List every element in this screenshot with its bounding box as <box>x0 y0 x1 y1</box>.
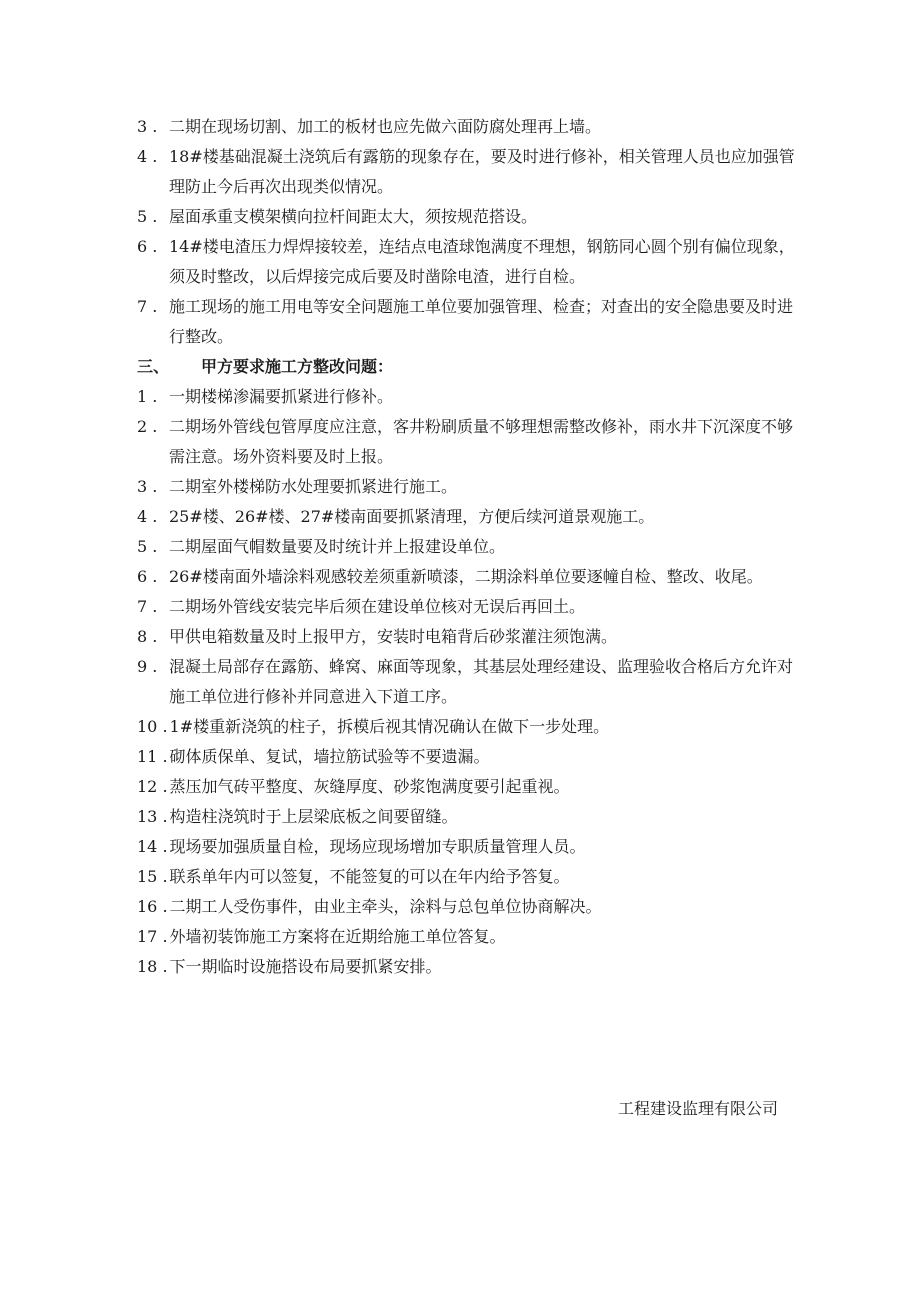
list-item <box>137 472 797 502</box>
item-number: 12 . <box>137 777 168 796</box>
list-item <box>137 562 797 592</box>
item-number: 3 . <box>137 117 158 136</box>
item-number: 5 . <box>137 537 158 556</box>
section-title: 甲方要求施工方整改问题： <box>201 357 394 376</box>
company-signature: 工程建设监理有限公司 <box>617 1099 778 1118</box>
list-item <box>137 892 797 922</box>
item-text: 施工现场的施工用电等安全问题施工单位要加强管理、检查；对查出的安全隐患要及时进行整改。 <box>169 297 794 346</box>
item-number: 14 . <box>137 837 168 856</box>
item-number: 7 . <box>137 297 158 316</box>
list-item <box>137 232 797 292</box>
list-item <box>137 592 797 622</box>
list-item <box>137 292 797 352</box>
item-text: 现场要加强质量自检，现场应现场增加专职质量管理人员。 <box>169 837 586 856</box>
list-item <box>137 652 797 712</box>
list-item <box>137 832 797 862</box>
list-item <box>137 142 797 202</box>
list-item <box>137 712 797 742</box>
list-item <box>137 112 797 142</box>
item-text: 二期场外管线包管厚度应注意，客井粉刷质量不够理想需整改修补，雨水井下沉深度不够需注意。场外资料要及时上报。 <box>169 417 794 466</box>
item-number: 6 . <box>137 567 158 586</box>
item-text: 1#楼重新浇筑的柱子，拆模后视其情况确认在做下一步处理。 <box>169 717 610 736</box>
item-number: 7 . <box>137 597 158 616</box>
list-item <box>137 952 797 982</box>
list-item <box>137 802 797 832</box>
item-text: 构造柱浇筑时于上层梁底板之间要留缝。 <box>169 807 458 826</box>
item-text: 一期楼梯渗漏要抓紧进行修补。 <box>169 387 394 406</box>
item-text: 下一期临时设施搭设布局要抓紧安排。 <box>169 957 442 976</box>
item-text: 砌体质保单、复试，墙拉筋试验等不要遗漏。 <box>169 747 490 766</box>
list-item <box>137 412 797 472</box>
item-number: 17 . <box>137 927 168 946</box>
item-text: 二期在现场切割、加工的板材也应先做六面防腐处理再上墙。 <box>169 117 602 136</box>
item-number: 13 . <box>137 807 168 826</box>
item-number: 5 . <box>137 207 158 226</box>
list-item <box>137 742 797 772</box>
item-number: 18 . <box>137 957 168 976</box>
item-number: 2 . <box>137 417 158 436</box>
list-item <box>137 502 797 532</box>
item-number: 8 . <box>137 627 158 646</box>
list-item <box>137 532 797 562</box>
item-number: 6 . <box>137 237 158 256</box>
item-text: 14#楼电渣压力焊焊接较差，连结点电渣球饱满度不理想，钢筋同心圆个别有偏位现象，须及时整改，以后焊接完成后要及时凿除电渣，进行自检。 <box>169 237 795 286</box>
section-number: 三、 <box>137 357 170 376</box>
item-number: 4 . <box>137 507 158 526</box>
list-item <box>137 862 797 892</box>
item-text: 蒸压加气砖平整度、灰缝厚度、砂浆饱满度要引起重视。 <box>169 777 570 796</box>
item-text: 二期室外楼梯防水处理要抓紧进行施工。 <box>169 477 458 496</box>
item-text: 26#楼南面外墙涂料观感较差须重新喷漆，二期涂料单位要逐幢自检、整改、收尾。 <box>169 567 763 586</box>
item-text: 二期场外管线安装完毕后须在建设单位核对无误后再回土。 <box>169 597 586 616</box>
list-item <box>137 382 797 412</box>
item-text: 混凝土局部存在露筋、蜂窝、麻面等现象，其基层处理经建设、监理验收合格后方允许对施工单位进行修补并同意进入下道工序。 <box>169 657 794 706</box>
item-number: 1 . <box>137 387 158 406</box>
item-text: 18#楼基础混凝土浇筑后有露筋的现象存在，要及时进行修补，相关管理人员也应加强管理防止今后再次出现类似情况。 <box>169 147 795 196</box>
item-number: 3 . <box>137 477 158 496</box>
item-text: 甲供电箱数量及时上报甲方，安装时电箱背后砂浆灌注须饱满。 <box>169 627 618 646</box>
list-item <box>137 922 797 952</box>
item-text: 外墙初装饰施工方案将在近期给施工单位答复。 <box>169 927 506 946</box>
section-heading <box>137 352 797 382</box>
list-item <box>137 622 797 652</box>
item-number: 4 . <box>137 147 158 166</box>
item-number: 15 . <box>137 867 168 886</box>
item-text: 屋面承重支模架横向拉杆间距太大，须按规范搭设。 <box>169 207 538 226</box>
item-text: 25#楼、26#楼、27#楼南面要抓紧清理，方便后续河道景观施工。 <box>169 507 655 526</box>
document-body <box>137 112 797 982</box>
item-text: 联系单年内可以签复，不能签复的可以在年内给予答复。 <box>169 867 570 886</box>
item-number: 16 . <box>137 897 168 916</box>
item-text: 二期工人受伤事件，由业主牵头，涂料与总包单位协商解决。 <box>169 897 602 916</box>
item-text: 二期屋面气帽数量要及时统计并上报建设单位。 <box>169 537 506 556</box>
list-item <box>137 202 797 232</box>
item-number: 11 . <box>137 747 168 766</box>
item-number: 10 . <box>137 717 168 736</box>
item-number: 9 . <box>137 657 158 676</box>
list-item <box>137 772 797 802</box>
